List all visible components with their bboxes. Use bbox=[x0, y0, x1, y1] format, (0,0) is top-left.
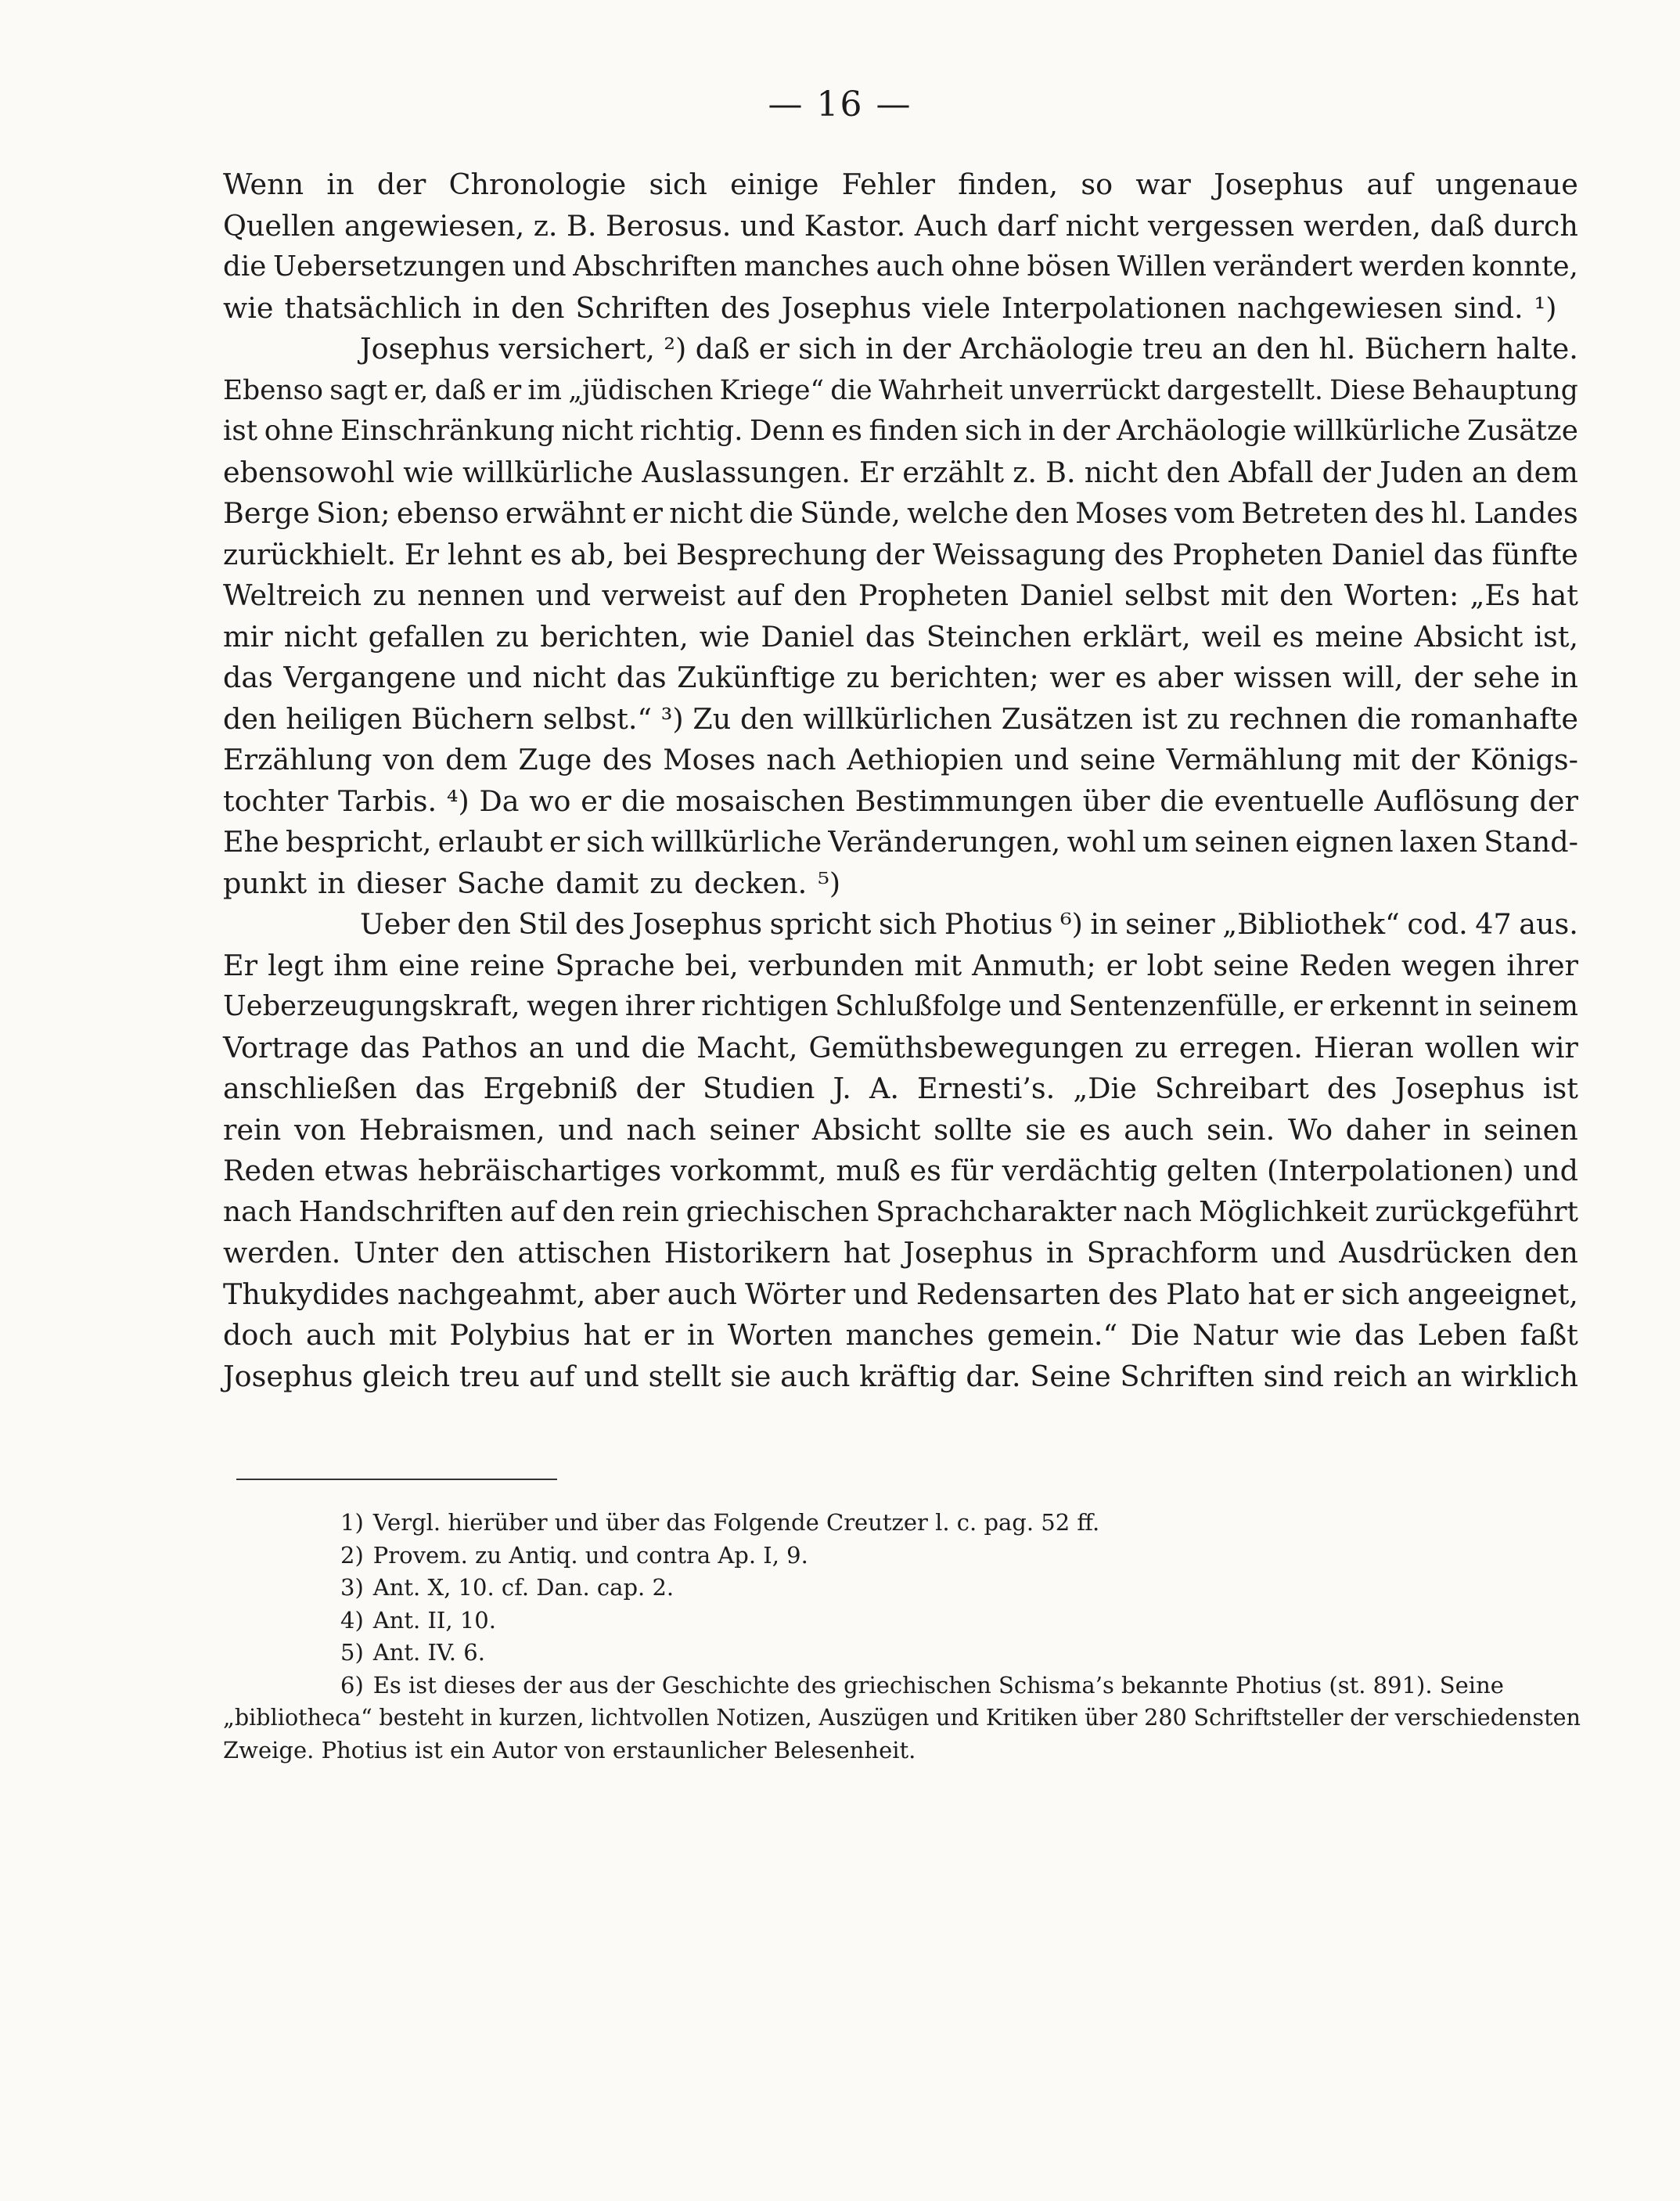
text-line: tochter Tarbis. ⁴) Da wo er die mosaischen Bestimmungen über die eventuelle Auflösung der bbox=[223, 783, 1578, 818]
footnote-text: Ant. X, 10. cf. Dan. cap. 2. bbox=[372, 1574, 675, 1601]
footnote-continuation: Zweige. Photius ist ein Autor von erstaunlicher Belesenheit. bbox=[223, 1736, 916, 1763]
text-line: Vortrage das Pathos an und die Macht, Gemüthsbewegungen zu erregen. Hieran wollen wir bbox=[223, 1030, 1578, 1064]
footnote-text: Ant. IV. 6. bbox=[372, 1639, 485, 1666]
footnote-number: 4) bbox=[340, 1606, 364, 1634]
footnote-text: Provem. zu Antiq. und contra Ap. I, 9. bbox=[372, 1541, 808, 1569]
text-line: Josephus gleich treu auf und stellt sie auch kräftig dar. Seine Schriften sind reich an wirklich bbox=[223, 1359, 1578, 1393]
text-line: die Uebersetzungen und Abschriften manches auch ohne bösen Willen verändert werden konnte, bbox=[223, 250, 1578, 283]
footnotes bbox=[223, 1507, 1581, 1767]
text-line: Josephus versichert, ²) daß er sich in der Archäologie treu an den hl. Büchern halte. bbox=[360, 332, 1578, 366]
text-line: Ehe bespricht, erlaubt er sich willkürliche Veränderungen, wohl um seinen eignen laxen Stand- bbox=[223, 825, 1578, 859]
text-line: punkt in dieser Sache damit zu decken. ⁵) bbox=[223, 866, 841, 900]
footnote-number: 1) bbox=[340, 1509, 364, 1536]
text-line: doch auch mit Polybius hat er in Worten manches gemein.“ Die Natur wie das Leben faßt bbox=[223, 1318, 1578, 1352]
footnote-continuation: „bibliotheca“ besteht in kurzen, lichtvollen Notizen, Auszügen und Kritiken über 280 Schriftsteller der verschiedensten bbox=[223, 1704, 1581, 1731]
text-line: Ebenso sagt er, daß er im „jüdischen Kriege“ die Wahrheit unverrückt dargestellt. Diese Behauptung bbox=[223, 374, 1578, 406]
text-line: werden. Unter den attischen Historikern hat Josephus in Sprachform und Ausdrücken den bbox=[223, 1236, 1578, 1270]
text-line: Thukydides nachgeahmt, aber auch Wörter und Redensarten des Plato hat er sich angeeignet, bbox=[223, 1277, 1578, 1311]
text-line: anschließen das Ergebniß der Studien J. A. Ernesti’s. „Die Schreibart des Josephus ist bbox=[223, 1072, 1578, 1105]
footnote-text: Ant. II, 10. bbox=[372, 1606, 496, 1634]
text-line: Wenn in der Chronologie sich einige Fehler finden, so war Josephus auf ungenaue bbox=[223, 168, 1578, 201]
text-line: Quellen angewiesen, z. B. Berosus. und Kastor. Auch darf nicht vergessen werden, daß durch bbox=[223, 208, 1578, 243]
footnote bbox=[223, 1637, 1581, 1670]
text-line: wie thatsächlich in den Schriften des Josephus viele Interpolationen nachgewiesen sind. ¹) bbox=[223, 290, 1557, 325]
footnote bbox=[223, 1540, 1581, 1572]
text-line: Er legt ihm eine reine Sprache bei, verbunden mit Anmuth; er lobt seine Reden wegen ihrer bbox=[223, 948, 1578, 982]
footnote-divider bbox=[236, 1479, 557, 1480]
footnote-number: 2) bbox=[340, 1541, 364, 1569]
text-line: ist ohne Einschränkung nicht richtig. Denn es finden sich in der Archäologie willkürliche Zusätze bbox=[223, 415, 1578, 447]
text-line: ebensowohl wie willkürliche Auslassungen. Er erzählt z. B. nicht den Abfall der Juden an dem bbox=[223, 455, 1578, 489]
text-line: Ueber den Stil des Josephus spricht sich Photius ⁶) in seiner „Bibliothek“ cod. 47 aus. bbox=[360, 907, 1578, 941]
footnote-number: 6) bbox=[340, 1671, 364, 1698]
main-text bbox=[223, 164, 1578, 1397]
text-line: rein von Hebraismen, und nach seiner Absicht sollte sie es auch sein. Wo daher in seinen bbox=[223, 1112, 1578, 1147]
footnote bbox=[223, 1572, 1581, 1605]
text-line: das Vergangene und nicht das Zukünftige zu berichten; wer es aber wissen will, der sehe in bbox=[223, 661, 1578, 694]
text-line: den heiligen Büchern selbst.“ ³) Zu den willkürlichen Zusätzen ist zu rechnen die romanhafte bbox=[223, 701, 1578, 736]
text-line: nach Handschriften auf den rein griechischen Sprachcharakter nach Möglichkeit zurückgeführt bbox=[223, 1195, 1578, 1228]
text-line: zurückhielt. Er lehnt es ab, bei Besprechung der Weissagung des Propheten Daniel das fünfte bbox=[223, 537, 1578, 571]
text-line: mir nicht gefallen zu berichten, wie Daniel das Steinchen erklärt, weil es meine Absicht ist, bbox=[223, 619, 1578, 654]
text-line: Reden etwas hebräischartiges vorkommt, muß es für verdächtig gelten (Interpolationen) und bbox=[223, 1154, 1578, 1187]
page-number: — 16 — bbox=[768, 85, 912, 124]
text-line: Weltreich zu nennen und verweist auf den Propheten Daniel selbst mit den Worten: „Es hat bbox=[223, 578, 1578, 612]
footnote-number: 3) bbox=[340, 1574, 364, 1601]
footnote bbox=[223, 1670, 1581, 1702]
footnote bbox=[223, 1605, 1581, 1637]
text-line: Erzählung von dem Zuge des Moses nach Aethiopien und seine Vermählung mit der Königs- bbox=[223, 743, 1578, 776]
footnote-number: 5) bbox=[340, 1639, 364, 1666]
footnote-text: Vergl. hierüber und über das Folgende Creutzer l. c. pag. 52 ff. bbox=[372, 1509, 1100, 1536]
text-line: Ueberzeugungskraft, wegen ihrer richtigen Schlußfolge und Sentenzenfülle, er erkennt in seinem bbox=[223, 990, 1578, 1022]
footnote bbox=[223, 1507, 1581, 1540]
text-line: Berge Sion; ebenso erwähnt er nicht die Sünde, welche den Moses vom Betreten des hl. Landes bbox=[223, 496, 1578, 530]
footnote-text: Es ist dieses der aus der Geschichte des griechischen Schisma’s bekannte Photius (st. 891). Seine bbox=[372, 1671, 1504, 1698]
